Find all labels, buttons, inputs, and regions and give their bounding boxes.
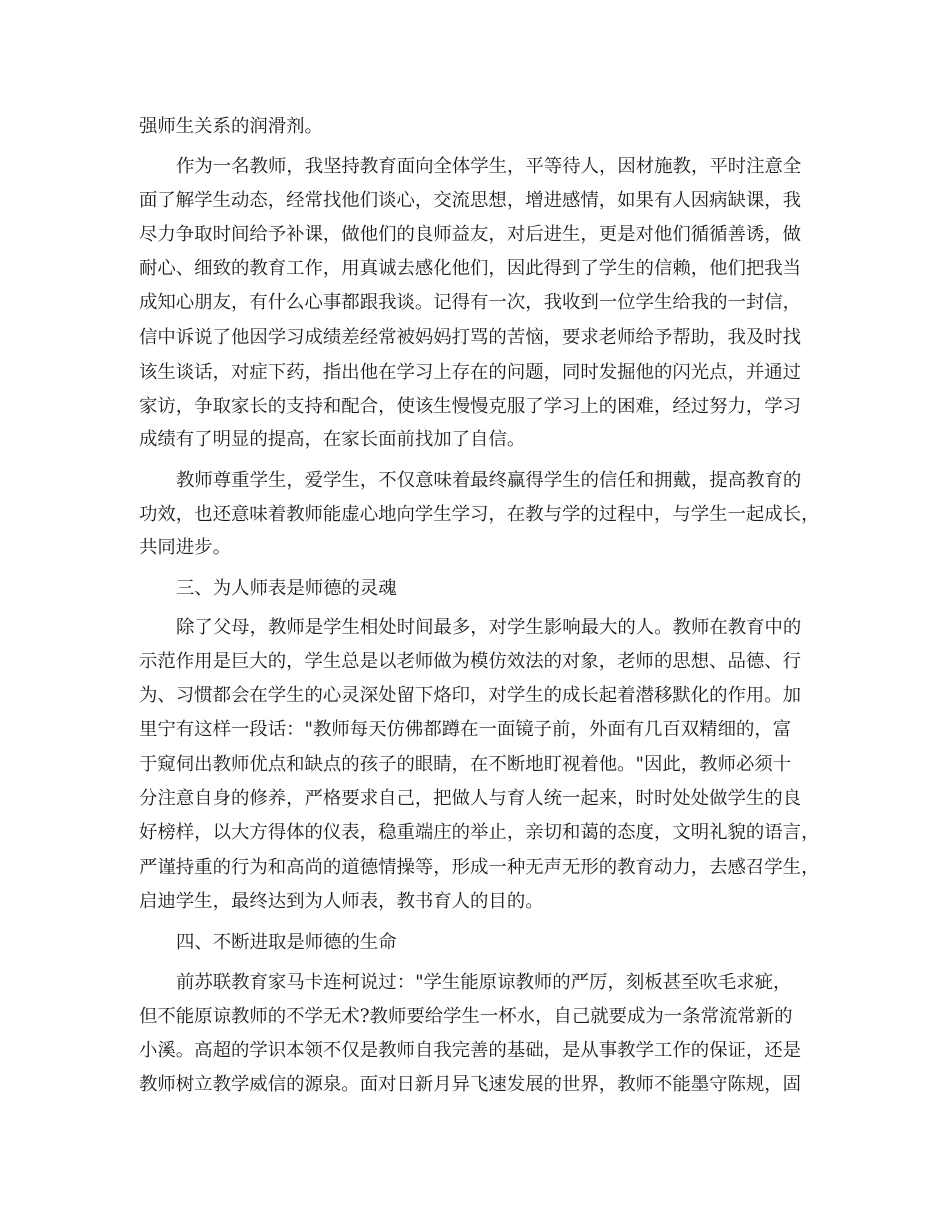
text-line: 小溪。高超的学识本领不仅是教师自我完善的基础，是从事教学工作的保证，还是 bbox=[139, 1040, 802, 1061]
text-line: 教师树立教学威信的源泉。面对日新月异飞速发展的世界，教师不能墨守陈规，固 bbox=[139, 1074, 802, 1095]
text-line: 该生谈话，对症下药，指出他在学习上存在的问题，同时发掘他的闪光点，并通过 bbox=[139, 362, 802, 383]
text-line: 成知心朋友，有什么心事都跟我谈。记得有一次，我收到一位学生给我的一封信， bbox=[139, 292, 802, 313]
text-line: 功效，也还意味着教师能虚心地向学生学习，在教与学的过程中，与学生一起成长， bbox=[139, 504, 820, 525]
text-line: 但不能原谅教师的不学无术?教师要给学生一杯水，自己就要成为一条常流常新的 bbox=[139, 1006, 793, 1027]
text-line: 好榜样，以大方得体的仪表，稳重端庄的举止，亲切和蔼的态度，文明礼貌的语言， bbox=[139, 822, 820, 843]
text-line: 前苏联教育家马卡连柯说过："学生能原谅教师的严厉，刻板甚至吹毛求疵， bbox=[176, 972, 792, 993]
text-line: 启迪学生，最终达到为人师表，教书育人的目的。 bbox=[139, 891, 544, 912]
text-line: 教师尊重学生，爱学生，不仅意味着最终赢得学生的信任和拥戴，提高教育的 bbox=[176, 470, 802, 491]
text-line: 成绩有了明显的提高，在家长面前找加了自信。 bbox=[139, 429, 526, 450]
text-line: 家访，争取家长的支持和配合，使该生慢慢克服了学习上的困难，经过努力，学习 bbox=[139, 396, 802, 417]
section-heading: 四、不断进取是师德的生命 bbox=[176, 932, 397, 953]
text-line: 里宁有这样一段话："教师每天仿佛都蹲在一面镜子前，外面有几百双精细的，富 bbox=[139, 719, 792, 740]
text-line: 分注意自身的修养，严格要求自己，把做人与育人统一起来，时时处处做学生的良 bbox=[139, 788, 802, 809]
text-line: 耐心、细致的教育工作，用真诚去感化他们，因此得到了学生的信赖，他们把我当 bbox=[139, 258, 802, 279]
text-line: 面了解学生动态，经常找他们谈心，交流思想，增进感情，如果有人因病缺课，我 bbox=[139, 190, 802, 211]
text-line: 为、习惯都会在学生的心灵深处留下烙印，对学生的成长起着潜移默化的作用。加 bbox=[139, 685, 802, 706]
text-line: 除了父母，教师是学生相处时间最多，对学生影响最大的人。教师在教育中的 bbox=[176, 617, 802, 638]
text-line: 信中诉说了他因学习成绩差经常被妈妈打骂的苦恼，要求老师给予帮助，我及时找 bbox=[139, 327, 802, 348]
text-line: 强师生关系的润滑剂。 bbox=[139, 116, 323, 137]
text-line: 尽力争取时间给予补课，做他们的良师益友，对后进生，更是对他们循循善诱，做 bbox=[139, 224, 802, 245]
text-line: 严谨持重的行为和高尚的道德情操等，形成一种无声无形的教育动力，去感召学生， bbox=[139, 857, 820, 878]
text-line: 于窥伺出教师优点和缺点的孩子的眼睛，在不断地盯视着他。"因此，教师必须十 bbox=[139, 754, 792, 775]
text-line: 作为一名教师，我坚持教育面向全体学生，平等待人，因材施教，平时注意全 bbox=[176, 156, 802, 177]
text-line: 示范作用是巨大的，学生总是以老师做为模仿效法的对象，老师的思想、品德、行 bbox=[139, 651, 802, 672]
section-heading: 三、为人师表是师德的灵魂 bbox=[176, 578, 397, 599]
text-line: 共同进步。 bbox=[139, 537, 231, 558]
